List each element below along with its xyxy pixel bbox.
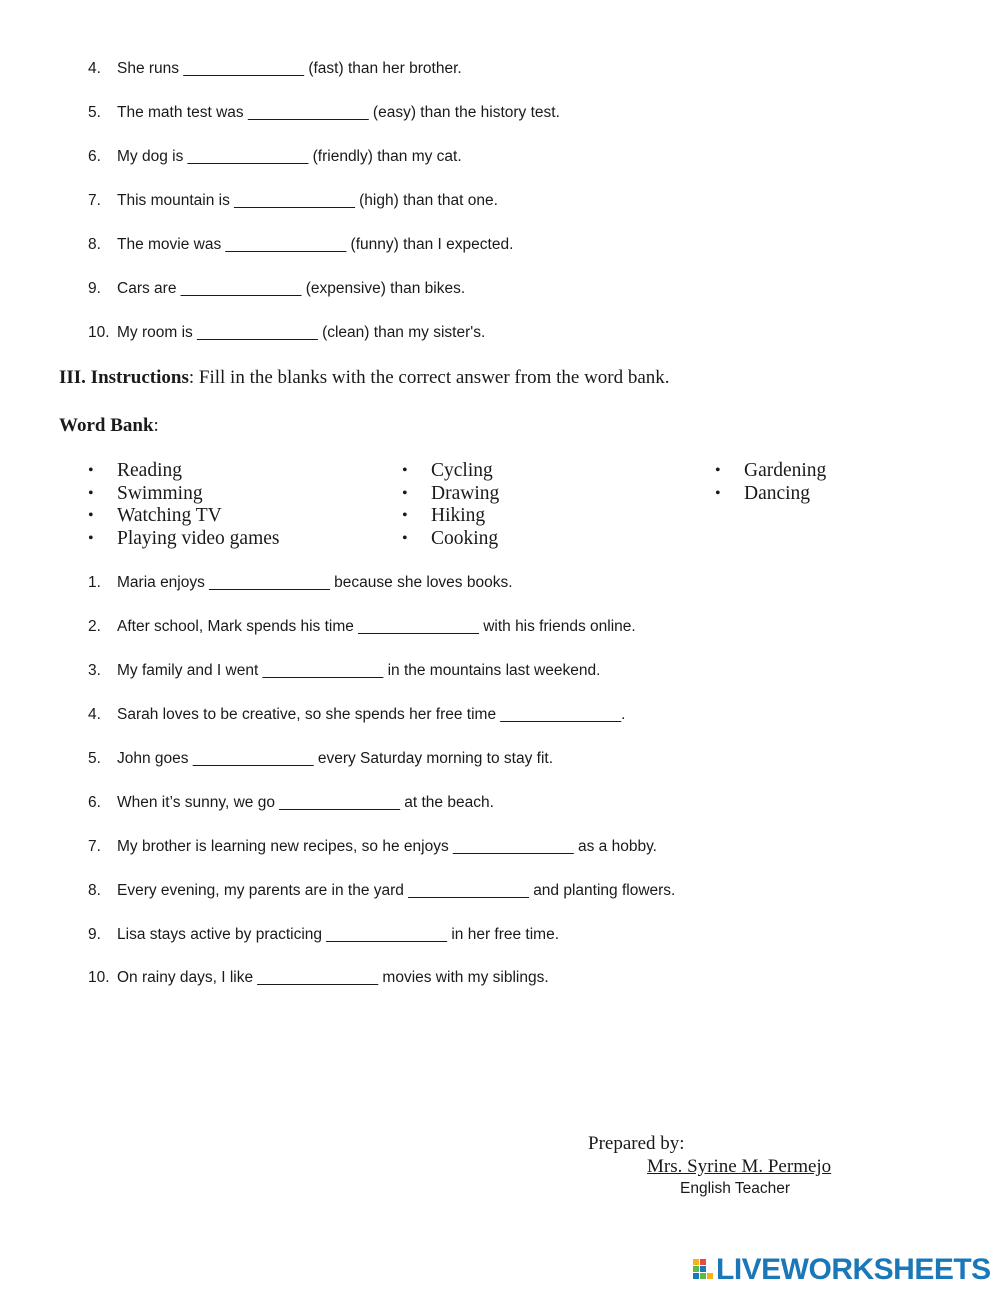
question-item: 5. The math test was ______________ (easy) than the history test. bbox=[88, 104, 560, 121]
word-bank-item: • Gardening bbox=[715, 460, 826, 483]
question-item: 10. My room is ______________ (clean) than my sister's. bbox=[88, 324, 486, 341]
word-bank-item: • Dancing bbox=[715, 483, 826, 506]
word-bank-item: • Swimming bbox=[88, 483, 279, 506]
word-bank-item: • Cooking bbox=[402, 528, 499, 551]
word-bank-column bbox=[88, 460, 279, 551]
question-item: 9. Lisa stays active by practicing ______________ in her free time. bbox=[88, 926, 560, 943]
teacher-name: Mrs. Syrine M. Permejo bbox=[647, 1156, 832, 1177]
prepared-by-label: Prepared by: bbox=[588, 1133, 685, 1154]
question-item: 9. Cars are ______________ (expensive) than bikes. bbox=[88, 280, 466, 297]
liveworksheets-logo-icon bbox=[692, 1257, 714, 1283]
question-item: 4. Sarah loves to be creative, so she spends her free time ______________. bbox=[88, 706, 626, 723]
question-item: 7. My brother is learning new recipes, so he enjoys ______________ as a hobby. bbox=[88, 838, 657, 855]
logo-text: LIVEWORKSHEETS bbox=[716, 1253, 991, 1286]
section-title: III. Instructions bbox=[59, 367, 189, 388]
liveworksheets-logo[interactable] bbox=[692, 1255, 991, 1285]
word-bank-heading: Word Bank: bbox=[59, 415, 159, 436]
question-item: 1. Maria enjoys ______________ because she loves books. bbox=[88, 574, 513, 591]
question-item: 8. The movie was ______________ (funny) than I expected. bbox=[88, 236, 514, 253]
question-item: 5. John goes ______________ every Saturday morning to stay fit. bbox=[88, 750, 554, 767]
word-bank-column bbox=[715, 460, 826, 505]
question-item: 3. My family and I went ______________ in the mountains last weekend. bbox=[88, 662, 601, 679]
question-item: 10. On rainy days, I like ______________ movies with my siblings. bbox=[88, 969, 549, 986]
word-bank-item: • Watching TV bbox=[88, 505, 279, 528]
question-item: 8. Every evening, my parents are in the yard ______________ and planting flowers. bbox=[88, 882, 676, 899]
section-instructions: III. Instructions: Fill in the blanks with the correct answer from the word bank. bbox=[59, 367, 670, 388]
word-bank-item: • Hiking bbox=[402, 505, 499, 528]
word-bank-column bbox=[402, 460, 499, 551]
word-bank-item: • Playing video games bbox=[88, 528, 279, 551]
word-bank-item: • Cycling bbox=[402, 460, 499, 483]
question-item: 6. My dog is ______________ (friendly) than my cat. bbox=[88, 148, 462, 165]
word-bank-item: • Drawing bbox=[402, 483, 499, 506]
question-item: 6. When it’s sunny, we go ______________ at the beach. bbox=[88, 794, 494, 811]
question-item: 7. This mountain is ______________ (high) than that one. bbox=[88, 192, 498, 209]
question-item: 4. She runs ______________ (fast) than her brother. bbox=[88, 60, 462, 77]
question-item: 2. After school, Mark spends his time ______________ with his friends online. bbox=[88, 618, 636, 635]
word-bank-item: • Reading bbox=[88, 460, 279, 483]
teacher-role: English Teacher bbox=[680, 1180, 791, 1197]
